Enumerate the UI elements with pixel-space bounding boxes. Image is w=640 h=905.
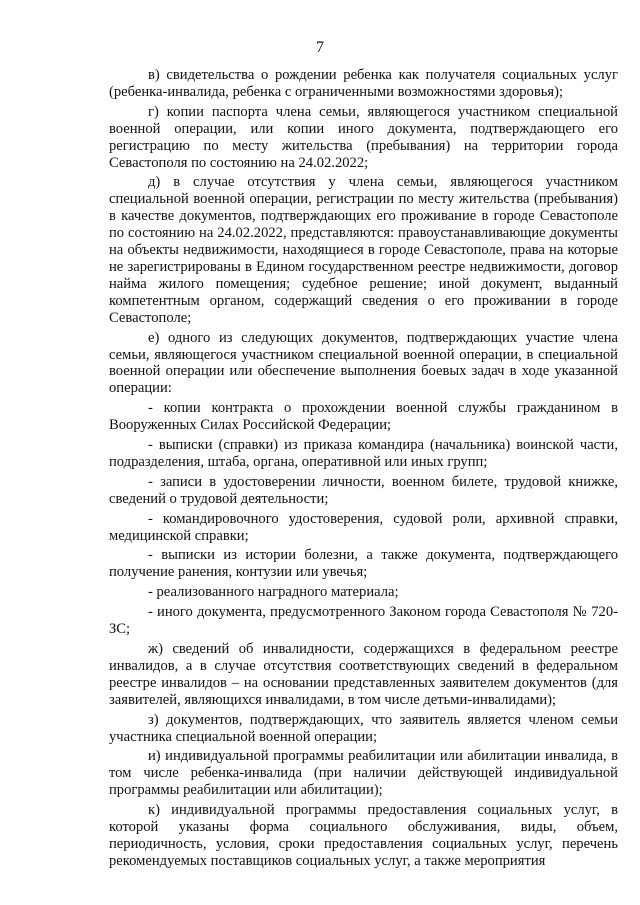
list-item-order-extract: - выписки (справки) из приказа командира (начальника) воинской части, подразделения, штаба, органа, оперативной или иных групп; xyxy=(109,437,618,470)
paragraph-k: к) индивидуальной программы предоставления социальных услуг, в которой указаны форма социального обслуживания, виды, объем, периодичность, условия, сроки предоставления социальных услуг, перечень рекомендуемых поставщиков социальных услуг, а также мероприятия xyxy=(109,802,618,869)
list-item-id-records: - записи в удостоверении личности, военном билете, трудовой книжке, сведений о трудовой деятельности; xyxy=(109,473,618,507)
paragraph-v: в) свидетельства о рождении ребенка как получателя социальных услуг (ребенка-инвалида, ребенка с ограниченными возможностями здоровья); xyxy=(109,67,618,100)
page-number: 7 xyxy=(316,39,324,56)
list-item-medical-history: - выписки из истории болезни, а также документа, подтверждающего получение ранения, контузии или увечья; xyxy=(109,547,618,581)
paragraph-zh: ж) сведений об инвалидности, содержащихся в федеральном реестре инвалидов, а в случае отсутствия соответствующих сведений в федеральном реестре инвалидов – на основании представленных заявителем документов (для заявителей, являющихся инвалидами, в том числе детьми-инвалидами); xyxy=(109,641,618,708)
paragraph-g: г) копии паспорта члена семьи, являющегося участником специальной военной операции, или копии иного документа, подтверждающего его регистрацию по месту жительства (пребывания) на территории города Севастополя по состоянию на 24.02.2022; xyxy=(109,103,618,171)
list-item-award-material: - реализованного наградного материала; xyxy=(148,584,399,601)
paragraph-d: д) в случае отсутствия у члена семьи, являющегося участником специальной военной операции, регистрации по месту жительства (пребывания) в качестве документов, подтверждающих его проживание в городе Севастополе по состоянию на 24.02.2022, представляются: правоустанавливающие документы на объекты недвижимости, находящиеся в городе Севастополе, права на которые не зарегистрированы в Едином государственном реестре недвижимости, договор найма жилого помещения; судебное решение; иной документ, выданный компетентным органом, содержащий сведения о его проживании в городе Севастополе; xyxy=(109,174,618,326)
paragraph-e: е) одного из следующих документов, подтверждающих участие члена семьи, являющегося участником специальной военной операции, в специальной военной операции или обеспечение выполнения боевых задач в ходе указанной операции: xyxy=(109,329,618,397)
document-body xyxy=(109,67,618,870)
list-item-other-document: - иного документа, предусмотренного Законом города Севастополя № 720-ЗС; xyxy=(109,604,618,638)
paragraph-z: з) документов, подтверждающих, что заявитель является членом семьи участника специальной военной операции; xyxy=(109,711,618,745)
list-item-contract: - копии контракта о прохождении военной службы гражданином в Вооруженных Силах Российской Федерации; xyxy=(109,400,618,434)
paragraph-i: и) индивидуальной программы реабилитации или абилитации инвалида, в том числе ребенка-инвалида (при наличии действующей индивидуальной программы реабилитации или абилитации); xyxy=(109,748,618,799)
list-item-travel-certificate: - командировочного удостоверения, судовой роли, архивной справки, медицинской справки; xyxy=(109,510,618,544)
